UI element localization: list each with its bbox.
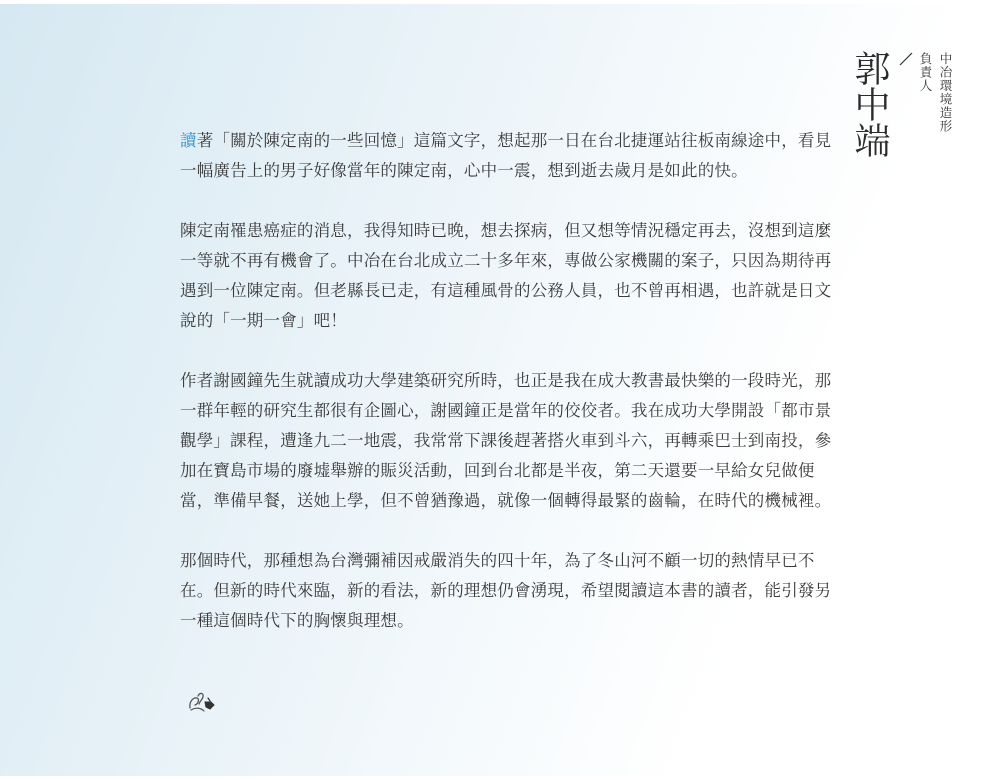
author-name: 郭中端	[849, 50, 890, 158]
author-role: 負責人	[918, 52, 933, 93]
drop-cap: 讀	[180, 131, 197, 150]
article-body	[180, 126, 840, 666]
paragraph-4: 那個時代，那種想為台灣彌補因戒嚴消失的四十年，為了冬山河不顧一切的熱情早已不在。但新的時代來臨，新的看法，新的理想仍會湧現，希望閱讀這本書的讀者，能引發另一種這個時代下的胸懷與理想。	[180, 551, 832, 630]
paragraph-3: 作者謝國鐘先生就讀成功大學建築研究所時，也正是我在成大教書最快樂的一段時光，那一群年輕的研究生都很有企圖心，謝國鐘正是當年的佼佼者。我在成功大學開設「都市景觀學」課程，遭逢九二一地震，我常常下課後趕著搭火車到斗六，再轉乘巴士到南投，參加在寶島市場的廢墟舉辦的賑災活動，回到台北都是半夜，第二天還要一早給女兒做便當，準備早餐，送她上學，但不曾猶豫過，就像一個轉得最緊的齒輪，在時代的機械裡。	[180, 371, 832, 510]
author-company: 中冶環境造形	[938, 52, 953, 133]
signature-doodle-icon	[184, 688, 224, 716]
paragraph-1	[180, 126, 840, 186]
bottom-border	[0, 776, 1000, 780]
paragraph-1-text: 著「關於陳定南的一些回憶」這篇文字，想起那一日在台北捷運站往板南線途中，看見一幅廣告上的男子好像當年的陳定南，心中一震，想到逝去歲月是如此的快。	[180, 131, 832, 180]
top-border	[0, 0, 1000, 4]
slash-divider-icon	[896, 50, 916, 70]
paragraph-2: 陳定南罹患癌症的消息，我得知時已晚，想去探病，但又想等情況穩定再去，沒想到這麼一等就不再有機會了。中冶在台北成立二十多年來，專做公家機關的案子，只因為期待再遇到一位陳定南。但老縣長已走，有這種風骨的公務人員，也不曾再相遇，也許就是日文說的「一期一會」吧！	[180, 221, 832, 330]
